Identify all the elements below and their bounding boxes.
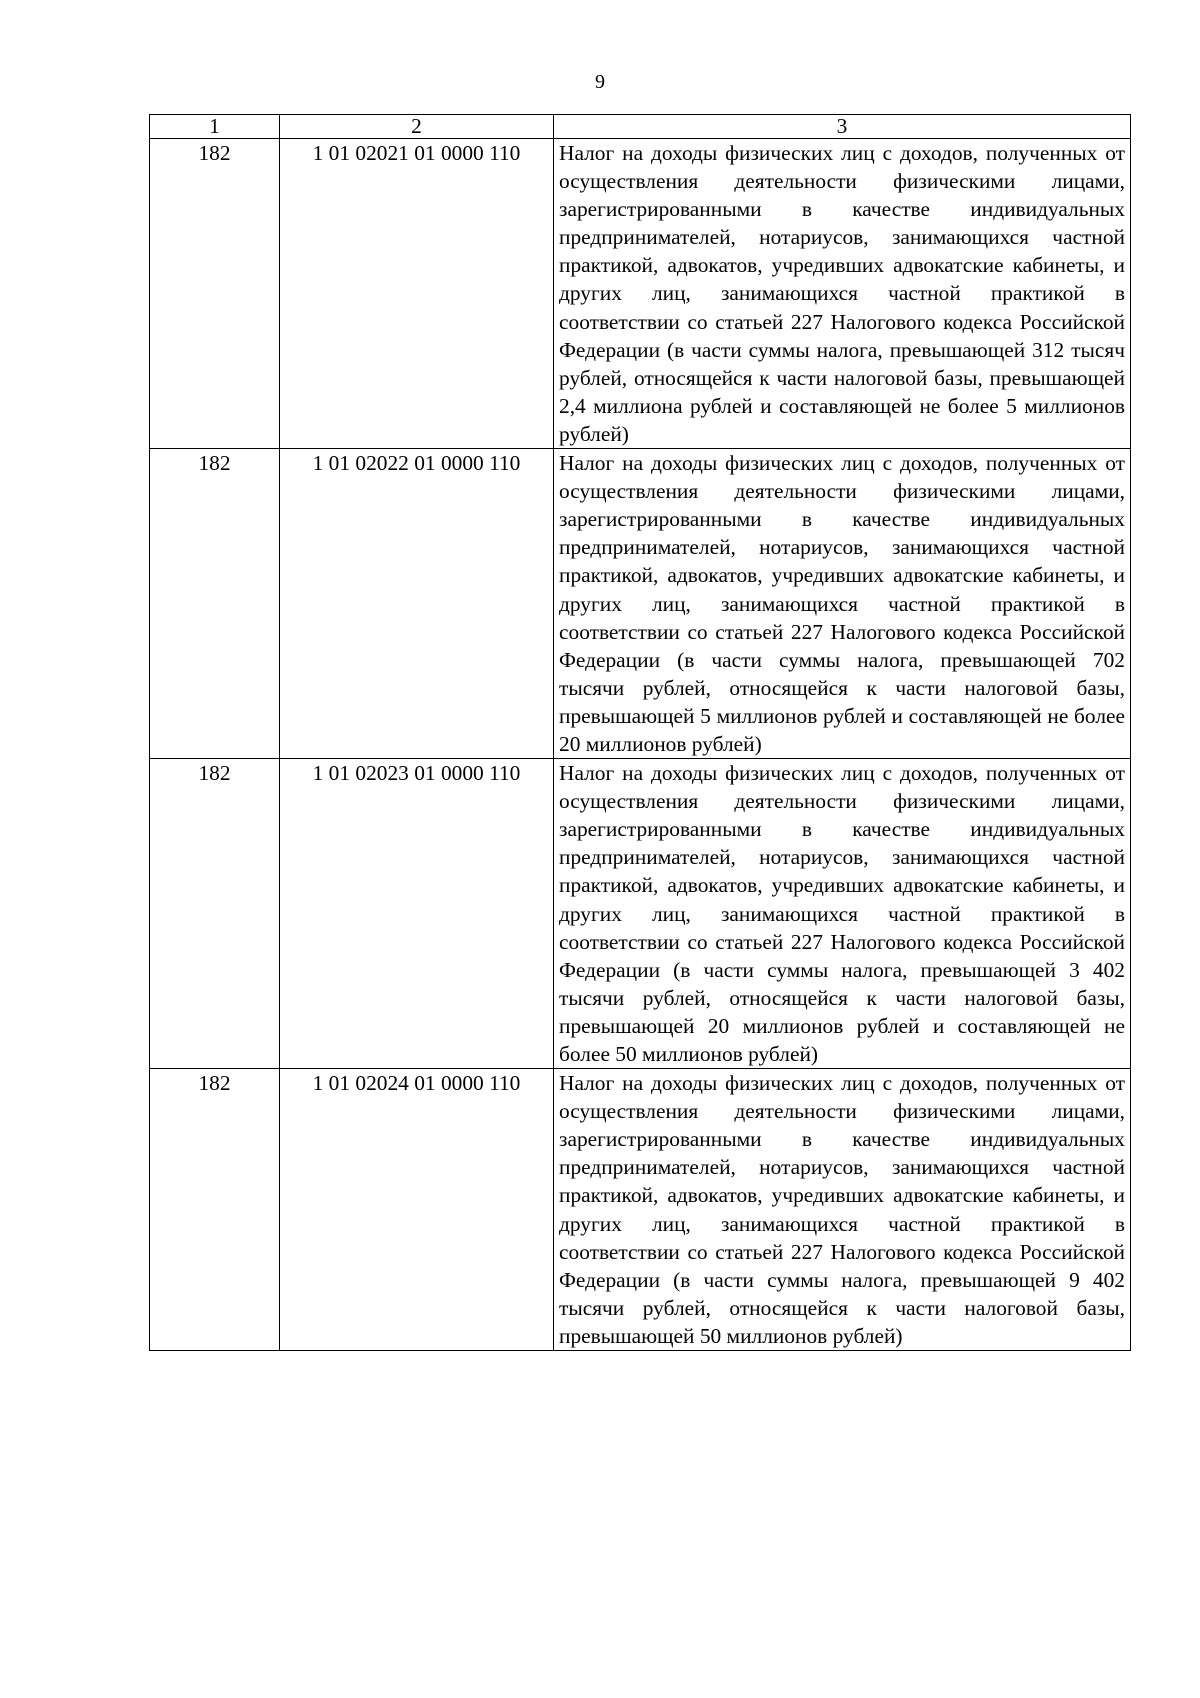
budget-code-cell: 1 01 02023 01 0000 110 (280, 759, 554, 1069)
budget-code-cell: 1 01 02022 01 0000 110 (280, 449, 554, 759)
admin-code-cell: 182 (150, 449, 280, 759)
admin-code-cell: 182 (150, 1069, 280, 1351)
table-row (150, 759, 1131, 1069)
income-name-cell: Налог на доходы физических лиц с доходов, полученных от осуществления деятельности физическими лицами, зарегистрированными в качестве индивидуальных предпринимателей, нотариусов, занимающихся частной практикой, адвокатов, учредивших адвокатские кабинеты, и других лиц, занимающихся частной практикой в соответствии со статьей 227 Налогового кодекса Российской Федерации (в части суммы налога, превышающей 3 402 тысячи рублей, относящейся к части налоговой базы, превышающей 20 миллионов рублей и составляющей не более 50 миллионов рублей) (554, 759, 1131, 1069)
table-row (150, 139, 1131, 449)
column-header-2: 2 (280, 115, 554, 139)
column-header-3: 3 (554, 115, 1131, 139)
admin-code-cell: 182 (150, 759, 280, 1069)
table-row (150, 1069, 1131, 1351)
table-row (150, 449, 1131, 759)
admin-code-cell: 182 (150, 139, 280, 449)
revenue-codes-table (149, 114, 1131, 1351)
table-header-row (150, 115, 1131, 139)
page-number: 9 (595, 71, 605, 93)
column-header-1: 1 (150, 115, 280, 139)
budget-code-cell: 1 01 02021 01 0000 110 (280, 139, 554, 449)
income-name-cell: Налог на доходы физических лиц с доходов, полученных от осуществления деятельности физическими лицами, зарегистрированными в качестве индивидуальных предпринимателей, нотариусов, занимающихся частной практикой, адвокатов, учредивших адвокатские кабинеты, и других лиц, занимающихся частной практикой в соответствии со статьей 227 Налогового кодекса Российской Федерации (в части суммы налога, превышающей 9 402 тысячи рублей, относящейся к части налоговой базы, превышающей 50 миллионов рублей) (554, 1069, 1131, 1351)
budget-code-cell: 1 01 02024 01 0000 110 (280, 1069, 554, 1351)
income-name-cell: Налог на доходы физических лиц с доходов, полученных от осуществления деятельности физическими лицами, зарегистрированными в качестве индивидуальных предпринимателей, нотариусов, занимающихся частной практикой, адвокатов, учредивших адвокатские кабинеты, и других лиц, занимающихся частной практикой в соответствии со статьей 227 Налогового кодекса Российской Федерации (в части суммы налога, превышающей 312 тысяч рублей, относящейся к части налоговой базы, превышающей 2,4 миллиона рублей и составляющей не более 5 миллионов рублей) (554, 139, 1131, 449)
income-name-cell: Налог на доходы физических лиц с доходов, полученных от осуществления деятельности физическими лицами, зарегистрированными в качестве индивидуальных предпринимателей, нотариусов, занимающихся частной практикой, адвокатов, учредивших адвокатские кабинеты, и других лиц, занимающихся частной практикой в соответствии со статьей 227 Налогового кодекса Российской Федерации (в части суммы налога, превышающей 702 тысячи рублей, относящейся к части налоговой базы, превышающей 5 миллионов рублей и составляющей не более 20 миллионов рублей) (554, 449, 1131, 759)
